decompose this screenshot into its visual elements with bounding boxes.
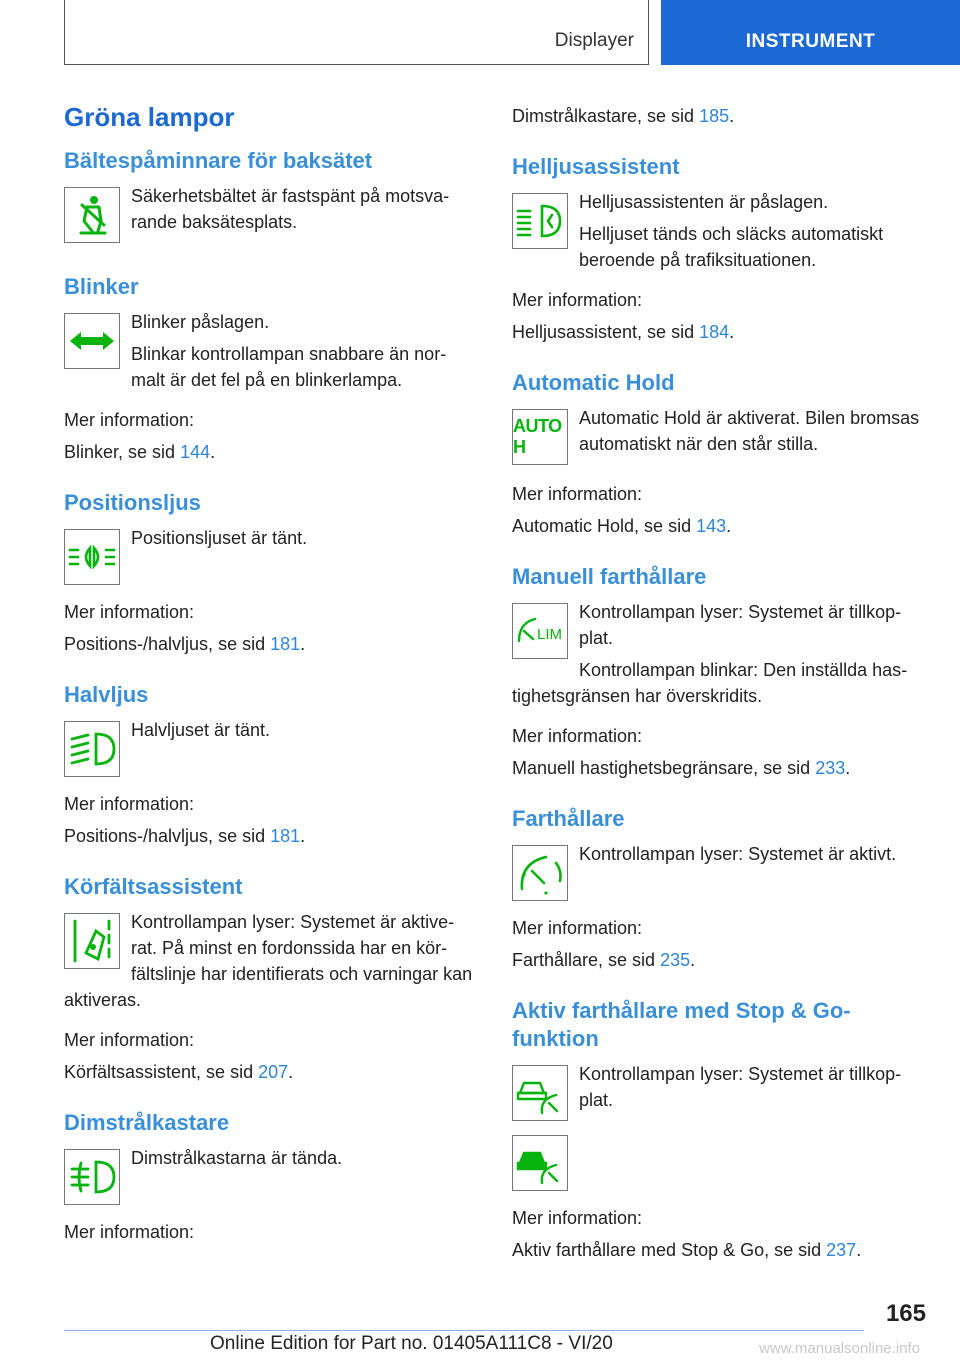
page-title: Gröna lampor: [64, 102, 235, 132]
turn-signal-icon: [64, 313, 120, 369]
lowbeam-ref-text: Positions-/halvljus, se sid: [64, 826, 271, 846]
fog-more: Mer information:: [64, 1222, 195, 1242]
blinker-line2: Blinkar kontrollampan snabbare än normalt är det fel på en blinkerlampa.: [131, 344, 447, 390]
acc-ref-text: Aktiv farthållare med Stop & Go, se sid: [512, 1240, 827, 1260]
autohold-heading: Automatic Hold: [512, 370, 675, 395]
limiter-ref: [512, 755, 922, 781]
auto-hold-icon-label: AUTO H: [513, 416, 562, 457]
highbeam-ref: [512, 319, 922, 345]
lane-more: Mer information:: [64, 1030, 195, 1050]
fog-ref-link[interactable]: 185: [699, 106, 730, 126]
position-ref-text: Positions-/halvljus, se sid: [64, 634, 271, 654]
limiter-ref-text: Manuell hastighetsbegränsare, se sid: [512, 758, 816, 778]
footer-divider: [64, 1330, 864, 1331]
lowbeam-more: Mer information:: [64, 794, 195, 814]
autohold-ref-end: .: [726, 516, 732, 536]
footer-edition: Online Edition for Part no. 01405A111C8 - VI/20: [210, 1333, 613, 1354]
blinker-more: Mer information:: [64, 410, 195, 430]
page-number: 165: [885, 1300, 926, 1327]
lowbeam-ref-end: .: [300, 826, 306, 846]
acc-more: Mer information:: [512, 1208, 643, 1228]
lane-ref-end: .: [288, 1062, 294, 1082]
lowbeam-ref: [64, 823, 474, 849]
cruise-text: Kontrollampan lyser: Systemet är aktivt.: [579, 844, 897, 864]
blinker-ref-text: Blinker, se sid: [64, 442, 181, 462]
highbeam-ref-end: .: [729, 322, 735, 342]
highbeam-ref-text: Helljusassistent, se sid: [512, 322, 700, 342]
position-heading: Positionsljus: [64, 490, 201, 515]
limiter-line1: Kontrollampan lyser: Systemet är tillkopplat.: [579, 602, 902, 648]
acc-entry-2: [512, 1129, 922, 1199]
position-entry: [64, 523, 474, 593]
cruise-ref-text: Farthållare, se sid: [512, 950, 661, 970]
belt-text: Säkerhetsbältet är fastspänt på motsvarande baksätesplats.: [131, 186, 450, 232]
lowbeam-text: Halvljuset är tänt.: [131, 720, 271, 740]
speed-limiter-icon: [512, 603, 568, 659]
fog-ref: [512, 103, 922, 129]
highbeam-line1: Helljusassistenten är påslagen.: [579, 192, 829, 212]
blinker-ref: [64, 439, 474, 465]
fog-light-icon: [64, 1149, 120, 1205]
cruise-heading: Farthållare: [512, 806, 625, 831]
cruise-more: Mer information:: [512, 918, 643, 938]
header-section-label: Displayer: [554, 30, 634, 51]
watermark: www.manualsonline.info: [759, 1340, 920, 1357]
cruise-ref-end: .: [690, 950, 696, 970]
position-ref-end: .: [300, 634, 306, 654]
lane-ref-link[interactable]: 207: [258, 1062, 289, 1082]
header-section-box: [64, 0, 649, 65]
acc-text: Kontrollampan lyser: Systemet är tillkopplat.: [579, 1064, 902, 1110]
autohold-ref-link[interactable]: 143: [696, 516, 727, 536]
blinker-heading: Blinker: [64, 274, 139, 299]
limiter-more: Mer information:: [512, 726, 643, 746]
limiter-ref-link[interactable]: 233: [815, 758, 846, 778]
chapter-tab-label: INSTRUMENT: [745, 31, 876, 52]
position-ref: [64, 631, 474, 657]
autohold-ref: [512, 513, 922, 539]
highbeam-more: Mer information:: [512, 290, 643, 310]
cruise-control-icon: [512, 845, 568, 901]
active-cruise-vehicle-icon: [512, 1135, 568, 1191]
belt-heading: Bältespåminnare för baksätet: [64, 148, 373, 173]
position-text: Positionsljuset är tänt.: [131, 528, 308, 548]
limiter-ref-end: .: [845, 758, 851, 778]
low-beam-icon: [64, 721, 120, 777]
autohold-entry: [512, 403, 922, 473]
autohold-ref-text: Automatic Hold, se sid: [512, 516, 697, 536]
cruise-entry: [512, 839, 922, 909]
autohold-more: Mer information:: [512, 484, 643, 504]
high-beam-assist-icon: [512, 193, 568, 249]
right-column: [512, 100, 922, 1269]
limiter-heading: Manuell farthållare: [512, 564, 707, 589]
fog-ref-text: Dimstrålkastare, se sid: [512, 106, 700, 126]
autohold-text: Automatic Hold är aktiverat. Bilen bromsas automatiskt när den står stilla.: [579, 408, 920, 454]
highbeam-ref-link[interactable]: 184: [699, 322, 730, 342]
cruise-ref-link[interactable]: 235: [660, 950, 691, 970]
fog-text: Dimstrålkastarna är tända.: [131, 1148, 343, 1168]
active-cruise-icon: [512, 1065, 568, 1121]
blinker-line1: Blinker påslagen.: [131, 312, 270, 332]
lowbeam-heading: Halvljus: [64, 682, 149, 707]
highbeam-entry: [512, 187, 922, 279]
acc-heading: Aktiv farthållare med Stop & Go-funktion: [512, 998, 851, 1051]
seatbelt-icon: [64, 187, 120, 243]
chapter-tab[interactable]: [661, 0, 960, 65]
fog-entry: [64, 1143, 474, 1213]
position-light-icon: [64, 529, 120, 585]
left-column: [64, 100, 474, 1251]
lowbeam-entry: [64, 715, 474, 785]
fog-heading: Dimstrålkastare: [64, 1110, 230, 1135]
lane-assist-icon: [64, 913, 120, 969]
blinker-ref-link[interactable]: 144: [180, 442, 211, 462]
lane-entry: [64, 907, 474, 1019]
position-more: Mer information:: [64, 602, 195, 622]
acc-ref: [512, 1237, 922, 1263]
limiter-line2: Kontrollampan blinkar: Den inställda hastighetsgränsen har överskridits.: [512, 660, 908, 706]
lowbeam-ref-link[interactable]: 181: [270, 826, 301, 846]
svg-text:LIM: LIM: [537, 626, 563, 643]
lane-ref: [64, 1059, 474, 1085]
blinker-entry: [64, 307, 474, 399]
auto-hold-icon: [512, 409, 568, 465]
cruise-ref: [512, 947, 922, 973]
belt-entry: [64, 181, 474, 251]
lane-text: Kontrollampan lyser: Systemet är aktiverat. På minst en fordonssida har en körfältslinje har identifierats och varningar kan aktiveras.: [64, 912, 473, 1010]
lane-ref-text: Körfältsassistent, se sid: [64, 1062, 259, 1082]
highbeam-heading: Helljusassistent: [512, 154, 680, 179]
acc-ref-end: .: [856, 1240, 862, 1260]
acc-ref-link[interactable]: 237: [826, 1240, 857, 1260]
limiter-entry: [512, 597, 922, 715]
acc-entry: [512, 1059, 922, 1129]
fog-ref-end: .: [729, 106, 735, 126]
position-ref-link[interactable]: 181: [270, 634, 301, 654]
blinker-ref-end: .: [210, 442, 216, 462]
highbeam-line2: Helljuset tänds och släcks automatiskt beroende på trafiksituationen.: [579, 224, 884, 270]
lane-heading: Körfältsassistent: [64, 874, 243, 899]
